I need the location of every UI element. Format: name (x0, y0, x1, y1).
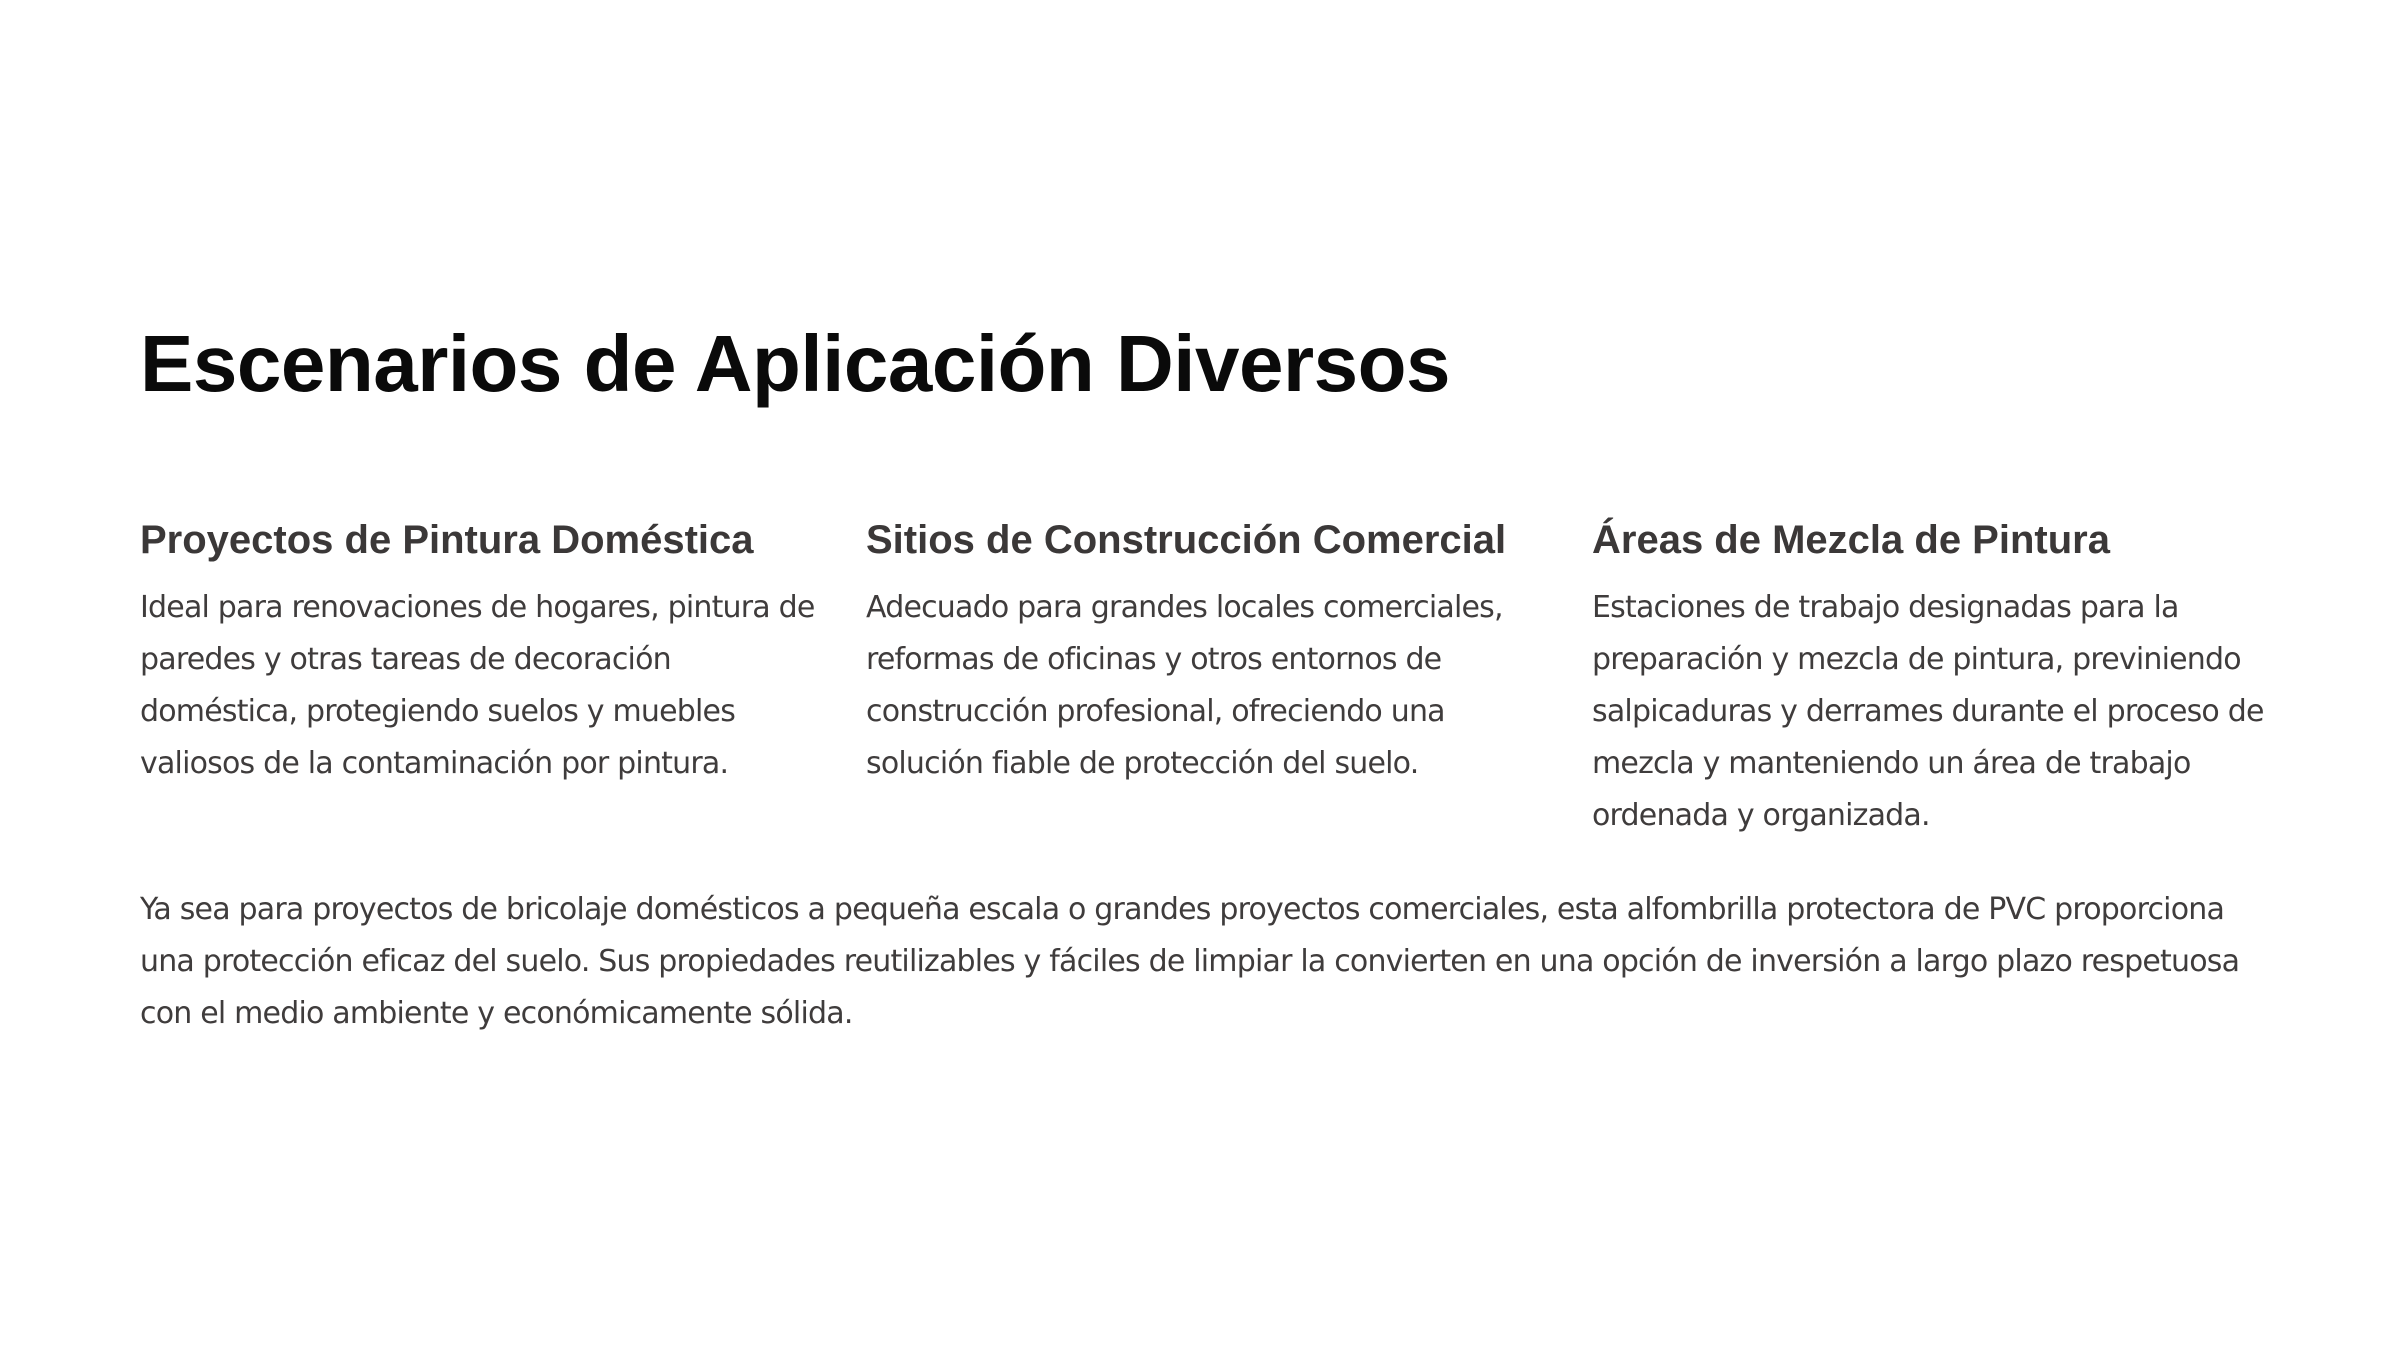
scenario-heading: Sitios de Construcción Comercial (866, 518, 1507, 562)
scenario-description: Adecuado para grandes locales comerciales, reformas de oficinas y otros entornos de construcción profesional, ofreciendo una solución fiable de protección del suelo. (866, 590, 1503, 781)
scenario-columns (140, 512, 2270, 842)
scenario-heading: Áreas de Mezcla de Pintura (1592, 518, 2110, 562)
scenario-description: Estaciones de trabajo designadas para la preparación y mezcla de pintura, previniendo salpicaduras y derrames durante el proceso de mezcla y manteniendo un área de trabajo ordenada y organizada. (1592, 590, 2264, 833)
scenario-heading: Proyectos de Pintura Doméstica (140, 518, 754, 562)
scenario-domestic (140, 512, 818, 842)
page-title: Escenarios de Aplicación Diversos (140, 319, 1450, 408)
summary-paragraph: Ya sea para proyectos de bricolaje domésticos a pequeña escala o grandes proyectos comerciales, esta alfombrilla protectora de PVC proporciona una protección eficaz del suelo. Sus propiedades reutilizables y fáciles de limpiar la convierten en una opción de inversión a largo plazo respetuosa con el medio ambiente y económicamente sólida. (140, 892, 2240, 1031)
scenario-description: Ideal para renovaciones de hogares, pintura de paredes y otras tareas de decoración doméstica, protegiendo suelos y muebles valiosos de la contaminación por pintura. (140, 590, 815, 781)
scenario-mixing (1592, 512, 2270, 842)
scenario-commercial (866, 512, 1544, 842)
